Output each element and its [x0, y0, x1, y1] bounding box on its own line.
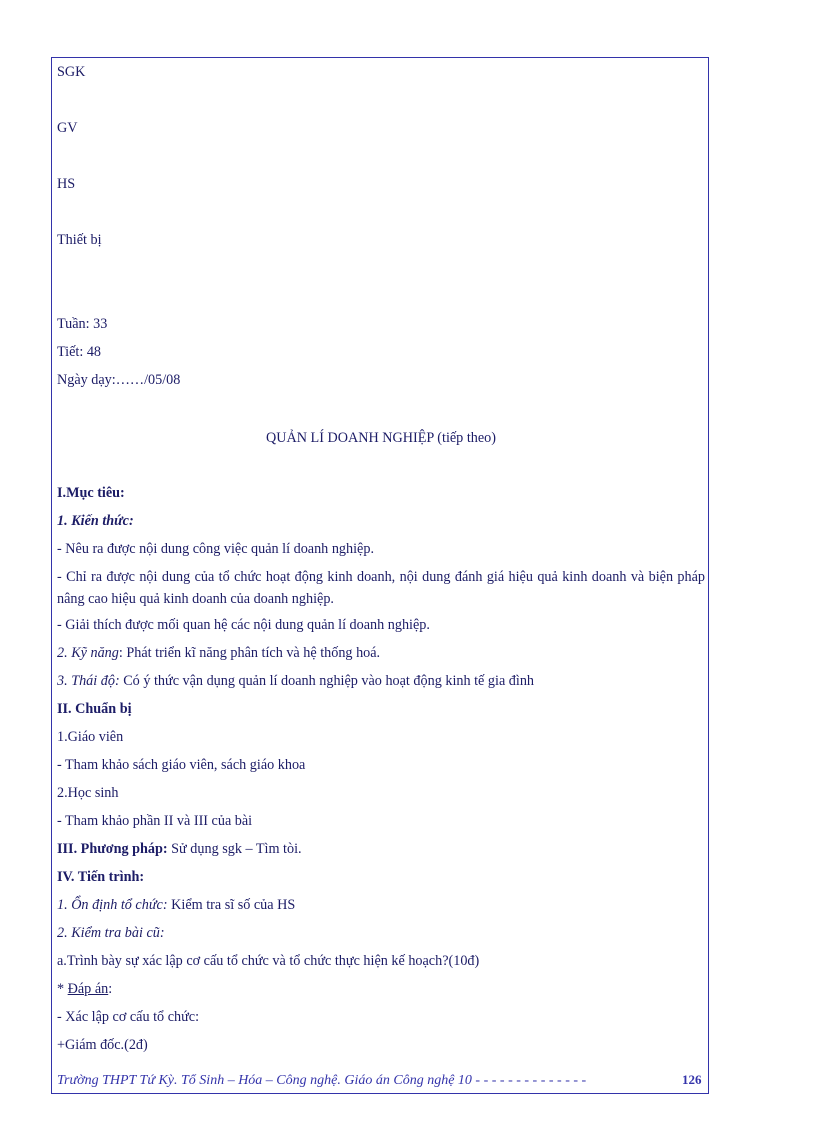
meta-tuan: Tuần: 33 [57, 316, 108, 332]
ky-nang-line [57, 644, 380, 662]
chuan-bi-gv: 1.Giáo viên [57, 729, 124, 745]
page-title: QUẢN LÍ DOANH NGHIỆP (tiếp theo) [266, 430, 496, 446]
meta-ngay-day: Ngày dạy:……/05/08 [57, 372, 181, 388]
page-footer: Trường THPT Tứ Kỳ. Tổ Sinh – Hóa – Công nghệ. Giáo án Công nghệ 10 - - - - - - - - - - - - - - [57, 1073, 587, 1088]
section-tien-trinh: IV. Tiến trình: [57, 869, 145, 885]
question-a: a.Trình bày sự xác lập cơ cấu tổ chức và tổ chức thực hiện kế hoạch?(10đ) [57, 953, 480, 969]
kien-thuc-item-1: - Nêu ra được nội dung công việc quản lí doanh nghiệp. [57, 541, 374, 557]
meta-tiet: Tiết: 48 [57, 344, 102, 360]
section-muc-tieu: I.Mục tiêu: [57, 485, 125, 501]
on-dinh-text: Kiểm tra sĩ số của HS [167, 897, 296, 913]
chuan-bi-hs: 2.Học sinh [57, 785, 119, 801]
thai-do-text: Có ý thức vận dụng quản lí doanh nghiệp vào hoạt động kinh tế gia đình [119, 673, 535, 689]
on-dinh-line [57, 896, 295, 914]
chuan-bi-gv-item: - Tham khảo sách giáo viên, sách giáo khoa [57, 757, 306, 773]
dap-an-label: Đáp án [67, 981, 109, 997]
dap-an-suffix: : [108, 981, 113, 997]
on-dinh-label: 1. Ổn định tổ chức: [57, 897, 168, 913]
kien-thuc-item-2: - Chỉ ra được nội dung của tổ chức hoạt động kinh doanh, nội dung đánh giá hiệu quả kinh doanh và biện pháp nâng cao hiệu quả kinh doanh của doanh nghiệp. [57, 569, 705, 607]
label-sgk: SGK [57, 64, 86, 80]
thai-do-label: 3. Thái độ: [57, 673, 120, 689]
dap-an-prefix: * [57, 981, 68, 997]
chuan-bi-hs-item: - Tham khảo phần II và III của bài [57, 813, 253, 829]
dap-an-line [57, 980, 112, 998]
kien-thuc-item-3: - Giải thích được mối quan hệ các nội dung quản lí doanh nghiệp. [57, 617, 430, 633]
section-chuan-bi: II. Chuẩn bị [57, 701, 132, 717]
answer-line-1: - Xác lập cơ cấu tổ chức: [57, 1009, 200, 1025]
label-hs: HS [57, 176, 76, 192]
phuong-phap-label: III. Phương pháp: [57, 841, 168, 857]
ky-nang-label: 2. Kỹ năng [57, 645, 119, 661]
phuong-phap-line [57, 840, 302, 858]
thai-do-line [57, 672, 534, 690]
label-thiet-bi: Thiết bị [57, 232, 102, 248]
label-gv: GV [57, 120, 78, 136]
ky-nang-text: : Phát triển kĩ năng phân tích và hệ thống hoá. [118, 645, 381, 661]
kiem-tra-bai-cu: 2. Kiểm tra bài cũ: [57, 925, 165, 941]
answer-line-2: +Giám đốc.(2đ) [57, 1037, 148, 1053]
subsection-kien-thuc: 1. Kiến thức: [57, 513, 134, 529]
page-number: 126 [682, 1072, 702, 1087]
phuong-phap-text: Sử dụng sgk – Tìm tòi. [167, 841, 302, 857]
